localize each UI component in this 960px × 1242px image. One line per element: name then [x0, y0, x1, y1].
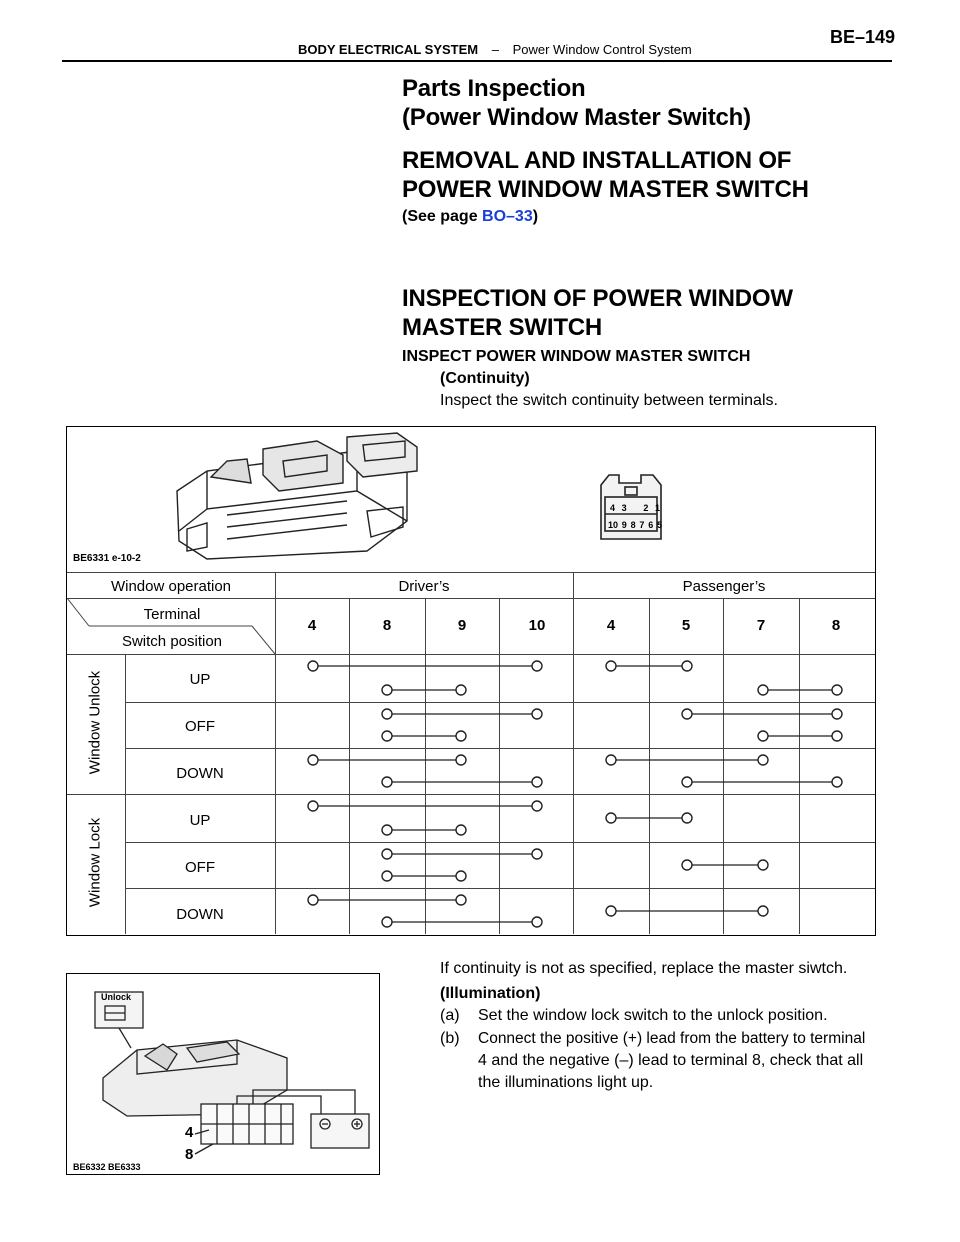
terminal-d9: 9 [457, 617, 467, 634]
header-subsection: Power Window Control System [512, 42, 692, 57]
see-page-ref: (See page BO–33) [402, 208, 539, 225]
step-a-text: Set the window lock switch to the unlock position. [478, 1007, 828, 1024]
pos-unlock-up: UP [189, 671, 211, 688]
continuity-terminal-mark [682, 661, 692, 671]
terminal-d10: 10 [528, 617, 546, 634]
continuity-terminal-mark [606, 906, 616, 916]
continuity-terminal-mark [758, 755, 768, 765]
title-line-2: (Power Window Master Switch) [402, 104, 751, 131]
replace-note: If continuity is not as specified, replace the master siwtch. [440, 960, 848, 977]
continuity-terminal-mark [532, 709, 542, 719]
inspection-heading [402, 284, 793, 342]
step-a-label: (a) [440, 1007, 460, 1024]
running-header [298, 42, 692, 57]
connector-top-row: 4 3 2 1 [610, 503, 660, 513]
passengers-label: Passenger’s [682, 578, 766, 595]
illumination-figure [66, 973, 380, 1175]
continuity-terminal-mark [532, 801, 542, 811]
continuity-terminal-mark [456, 895, 466, 905]
section-title [402, 74, 751, 132]
title-line-1: Parts Inspection [402, 75, 586, 102]
continuity-terminal-mark [382, 871, 392, 881]
terminal-p4: 4 [606, 617, 616, 634]
connector-bottom-row: 10 9 8 7 6 5 [608, 520, 662, 530]
group-window-lock: Window Lock [86, 817, 104, 908]
page-number: BE–149 [830, 27, 896, 47]
terminal-d4: 4 [307, 617, 317, 634]
pos-unlock-down: DOWN [176, 765, 224, 782]
continuity-terminal-mark [308, 895, 318, 905]
illumination-heading: (Illumination) [440, 985, 541, 1002]
removal-line-1: REMOVAL AND INSTALLATION OF [402, 147, 792, 174]
terminal-p7: 7 [756, 617, 766, 634]
continuity-terminal-mark [382, 825, 392, 835]
step-b-label: (b) [440, 1030, 460, 1047]
continuity-terminal-mark [758, 906, 768, 916]
pos-lock-up: UP [189, 812, 211, 829]
continuity-terminal-mark [308, 661, 318, 671]
continuity-terminal-mark [832, 709, 842, 719]
continuity-terminal-mark [832, 731, 842, 741]
continuity-terminal-mark [682, 813, 692, 823]
continuity-terminal-mark [832, 685, 842, 695]
see-page-link[interactable]: BO–33 [482, 208, 533, 225]
continuity-terminal-mark [532, 661, 542, 671]
figure1-code: BE6331 e-10-2 [73, 553, 141, 564]
window-operation-label: Window operation [110, 578, 232, 595]
continuity-terminal-mark [606, 661, 616, 671]
terminal-d8: 8 [382, 617, 392, 634]
continuity-terminal-mark [606, 755, 616, 765]
drivers-label: Driver’s [398, 578, 450, 595]
continuity-terminal-mark [832, 777, 842, 787]
illumination-drawing [67, 974, 379, 1174]
continuity-terminal-mark [382, 709, 392, 719]
terminal-label: Terminal [143, 606, 201, 623]
continuity-terminal-mark [382, 731, 392, 741]
continuity-terminal-mark [382, 685, 392, 695]
group-window-unlock: Window Unlock [86, 670, 104, 775]
terminal-p8: 8 [831, 617, 841, 634]
continuity-figure [66, 426, 876, 936]
continuity-terminal-mark [308, 755, 318, 765]
pos-lock-off: OFF [185, 859, 215, 876]
inspection-line-2: MASTER SWITCH [402, 314, 603, 341]
continuity-terminal-mark [382, 777, 392, 787]
continuity-terminal-mark [682, 709, 692, 719]
switch-position-label: Switch position [121, 633, 223, 650]
figure2-code: BE6332 BE6333 [73, 1162, 141, 1172]
step-b-line-1: Connect the positive (+) lead from the battery to terminal [478, 1030, 866, 1047]
removal-heading [402, 146, 809, 204]
inspect-step: INSPECT POWER WINDOW MASTER SWITCH [402, 348, 751, 365]
pos-unlock-off: OFF [185, 718, 215, 735]
continuity-terminal-mark [456, 731, 466, 741]
step-b-line-3: the illuminations light up. [478, 1074, 654, 1091]
pos-lock-down: DOWN [176, 906, 224, 923]
unlock-label: Unlock [101, 992, 132, 1002]
continuity-marks [67, 427, 875, 935]
continuity-terminal-mark [456, 825, 466, 835]
continuity-terminal-mark [456, 755, 466, 765]
terminal-8-label: 8 [185, 1146, 194, 1163]
continuity-terminal-mark [456, 685, 466, 695]
continuity-heading: (Continuity) [440, 370, 530, 387]
continuity-terminal-mark [758, 860, 768, 870]
header-separator: – [491, 42, 499, 57]
continuity-terminal-mark [456, 871, 466, 881]
inspection-line-1: INSPECTION OF POWER WINDOW [402, 285, 793, 312]
continuity-terminal-mark [532, 917, 542, 927]
step-b-line-2: 4 and the negative (–) lead to terminal 8, check that all [478, 1052, 864, 1069]
terminal-4-label: 4 [185, 1124, 194, 1141]
continuity-terminal-mark [758, 685, 768, 695]
continuity-terminal-mark [682, 860, 692, 870]
continuity-terminal-mark [532, 849, 542, 859]
continuity-terminal-mark [308, 801, 318, 811]
continuity-terminal-mark [532, 777, 542, 787]
removal-line-2: POWER WINDOW MASTER SWITCH [402, 176, 809, 203]
terminal-p5: 5 [681, 617, 691, 634]
continuity-terminal-mark [382, 917, 392, 927]
continuity-text: Inspect the switch continuity between terminals. [440, 392, 778, 409]
header-rule [62, 60, 892, 62]
continuity-terminal-mark [682, 777, 692, 787]
continuity-terminal-mark [606, 813, 616, 823]
continuity-terminal-mark [382, 849, 392, 859]
header-section: BODY ELECTRICAL SYSTEM [298, 42, 479, 57]
continuity-terminal-mark [758, 731, 768, 741]
